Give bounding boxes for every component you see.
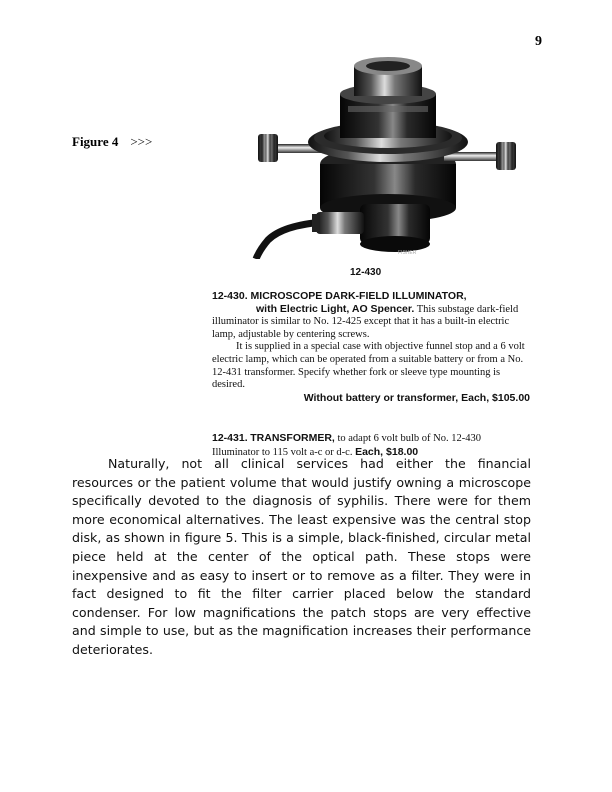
entry1-paragraph2: It is supplied in a special case with objective funnel stop and a 6 volt electric lamp, which can be operated from a suitable battery or from a No. 12-431 transformer. Specify whether fork or sleeve type mounting is desired. <box>212 341 525 391</box>
entry1-number: 12-430. <box>212 290 248 302</box>
figure-caption-number: 12-430 <box>350 267 382 278</box>
figure-label <box>72 134 152 150</box>
entry1-title: MICROSCOPE DARK-FIELD ILLUMINATOR, <box>250 290 467 302</box>
page-number: 9 <box>535 34 542 49</box>
entry1-subtitle: with Electric Light, AO Spencer. <box>256 302 415 315</box>
dark-field-illuminator-illustration <box>228 54 528 259</box>
entry2-title: TRANSFORMER, <box>250 432 335 444</box>
entry1-description <box>212 303 530 342</box>
entry1-heading <box>212 290 530 303</box>
figure-arrows: >>> <box>130 134 153 149</box>
figure-label-text: Figure 4 <box>72 134 119 149</box>
catalog-entry-12-430 <box>212 290 530 404</box>
body-paragraph: Naturally, not all clinical services had either the financial resources or the patient volume that would justify owning a microscope specifically devoted to the diagnosis of syphilis. There were for them more economical alternatives. The least expensive was the central stop disk, as shown in figure 5. This is a simple, black-finished, circular metal piece held at the center of the optical path. These stops were inexpensive and as easy to insert or to remove as a filter. They were in fact designed to fit the filter carrier placed below the standard condenser. For low magnifications the patch stops are very effective and simple to use, but as the magnification increases their performance deteriorates. <box>72 456 531 657</box>
entry1-price-line: Without battery or transformer, Each, $105.00 <box>303 391 530 404</box>
entry2-desc: to adapt 6 volt bulb of No. 12-430 Illuminator to 115 volt a-c or d-c. <box>212 433 481 458</box>
catalog-scan <box>208 54 534 458</box>
entry2-number: 12-431. <box>212 432 248 444</box>
fisher-stamp: FISHER <box>398 250 417 256</box>
entry2-price: Each, $18.00 <box>355 445 419 458</box>
entry1-desc-start: This substage dark-field illuminator is similar to No. 12-425 except that it has a built-in electric lamp, adjustable by centering screws. <box>212 303 519 340</box>
